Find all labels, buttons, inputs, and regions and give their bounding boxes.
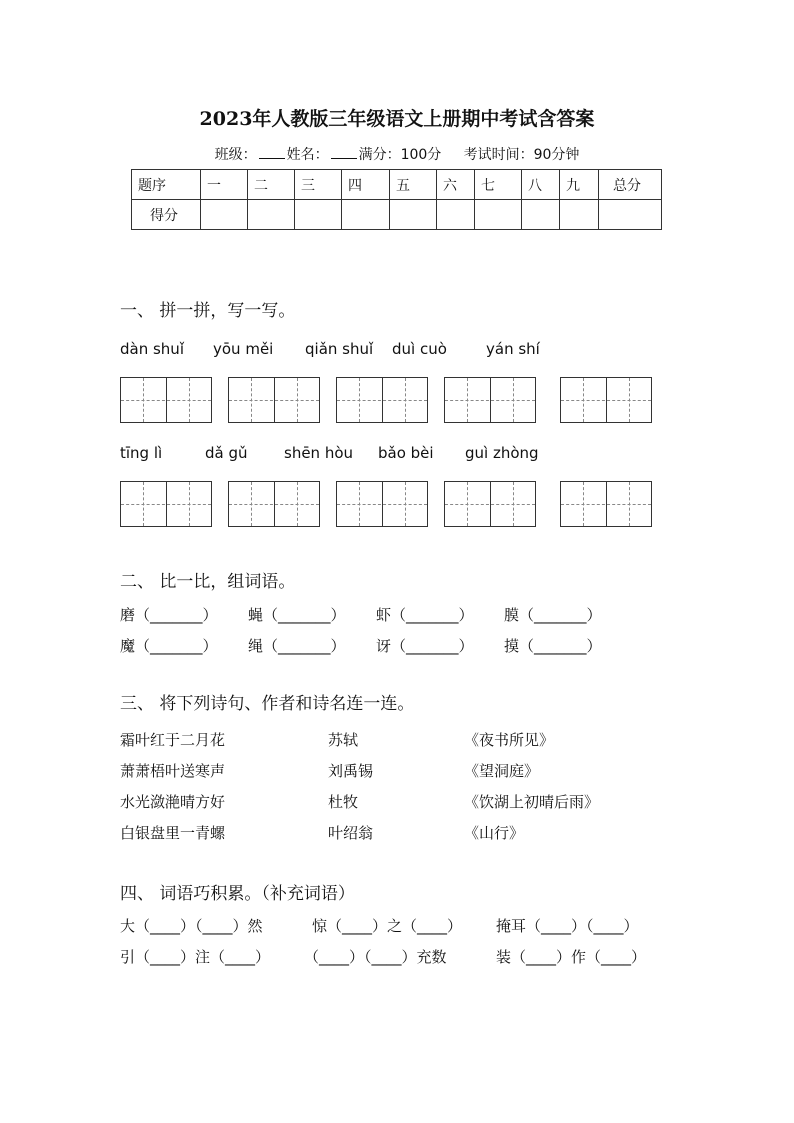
score-header-cell: 三 (295, 170, 342, 200)
page-title: 2023年人教版三年级语文上册期中考试含答案 (199, 108, 595, 130)
score-header-cell: 二 (248, 170, 295, 200)
idiom-fill-item[interactable]: 大（____）（____）然 (120, 917, 263, 935)
score-header-cell: 七 (475, 170, 522, 200)
score-header-cell: 题序 (132, 170, 201, 200)
word-compare-item[interactable]: 摸（_______） (504, 637, 602, 655)
poem-verse[interactable]: 霜叶红于二月花 (120, 731, 226, 749)
idiom-fill-item[interactable]: 引（____）注（____） (120, 948, 271, 966)
score-cell[interactable] (560, 200, 599, 230)
score-header-cell: 总分 (599, 170, 662, 200)
idiom-fill-item[interactable]: （____）（____）充数 (304, 948, 447, 966)
pinyin-item: duì cuò (392, 340, 447, 358)
score-cell[interactable] (201, 200, 248, 230)
writing-grid-box[interactable] (336, 377, 428, 423)
poem-author[interactable]: 刘禹锡 (328, 762, 374, 780)
score-header-cell: 五 (390, 170, 437, 200)
full-score-text: 满分：100分 (358, 147, 442, 163)
score-cell[interactable] (599, 200, 662, 230)
score-header-cell: 四 (342, 170, 390, 200)
score-header-cell: 一 (201, 170, 248, 200)
score-header-cell: 八 (522, 170, 560, 200)
pinyin-item: bǎo bèi (378, 444, 434, 462)
poem-verse[interactable]: 白银盘里一青螺 (120, 824, 226, 842)
poem-title[interactable]: 《夜书所见》 (464, 731, 555, 749)
writing-grid-box[interactable] (336, 481, 428, 527)
poem-title[interactable]: 《饮湖上初晴后雨》 (464, 793, 600, 811)
section-1-heading: 一、 拼一拼，写一写。 (120, 301, 296, 321)
pinyin-item: guì zhòng (465, 444, 539, 462)
score-cell[interactable] (342, 200, 390, 230)
word-compare-item[interactable]: 虾（_______） (376, 606, 474, 624)
word-compare-item[interactable]: 磨（_______） (120, 606, 218, 624)
writing-grid-box[interactable] (228, 377, 320, 423)
writing-grid-box[interactable] (444, 481, 536, 527)
pinyin-item: dǎ gǔ (205, 444, 248, 462)
score-cell[interactable] (522, 200, 560, 230)
writing-grid-box[interactable] (444, 377, 536, 423)
pinyin-item: dàn shuǐ (120, 340, 184, 358)
poem-title[interactable]: 《山行》 (464, 824, 525, 842)
poem-verse[interactable]: 水光潋滟晴方好 (120, 793, 226, 811)
word-compare-item[interactable]: 绳（_______） (248, 637, 346, 655)
pinyin-item: yán shí (486, 340, 540, 358)
score-header-row (132, 170, 662, 200)
writing-grid-box[interactable] (120, 377, 212, 423)
class-label: 班级： (214, 147, 257, 163)
writing-grid-box[interactable] (228, 481, 320, 527)
score-row-label: 得分 (132, 200, 201, 230)
section-2-heading: 二、 比一比，组词语。 (120, 572, 296, 592)
word-compare-item[interactable]: 讶（_______） (376, 637, 474, 655)
word-compare-item[interactable]: 膜（_______） (504, 606, 602, 624)
score-table (131, 169, 662, 230)
name-blank[interactable] (331, 146, 357, 159)
writing-grid-box[interactable] (560, 481, 652, 527)
idiom-fill-item[interactable]: 惊（____）之（____） (312, 917, 463, 935)
pinyin-item: yōu měi (213, 340, 274, 358)
score-cell[interactable] (475, 200, 522, 230)
score-header-cell: 六 (437, 170, 475, 200)
writing-grid-box[interactable] (120, 481, 212, 527)
score-header-cell: 九 (560, 170, 599, 200)
word-compare-item[interactable]: 魔（_______） (120, 637, 218, 655)
class-blank[interactable] (259, 146, 285, 159)
poem-title[interactable]: 《望洞庭》 (464, 762, 540, 780)
poem-verse[interactable]: 萧萧梧叶送寒声 (120, 762, 226, 780)
name-label: 姓名： (286, 147, 329, 163)
poem-author[interactable]: 叶绍翁 (328, 824, 374, 842)
exam-meta (0, 144, 794, 164)
score-cell[interactable] (390, 200, 437, 230)
writing-grid-box[interactable] (560, 377, 652, 423)
poem-author[interactable]: 苏轼 (328, 731, 359, 749)
pinyin-item: tīng lì (120, 444, 163, 462)
score-cell[interactable] (437, 200, 475, 230)
idiom-fill-item[interactable]: 掩耳（____）（____） (496, 917, 639, 935)
pinyin-item: shēn hòu (284, 444, 354, 462)
score-row (132, 200, 662, 230)
exam-time-text: 考试时间：90分钟 (463, 147, 580, 163)
word-compare-item[interactable]: 蝇（_______） (248, 606, 346, 624)
score-cell[interactable] (248, 200, 295, 230)
poem-author[interactable]: 杜牧 (328, 793, 359, 811)
section-4-heading: 四、 词语巧积累。（补充词语） (120, 884, 355, 904)
section-3-heading: 三、 将下列诗句、作者和诗名连一连。 (120, 694, 415, 714)
score-cell[interactable] (295, 200, 342, 230)
idiom-fill-item[interactable]: 装（____）作（____） (496, 948, 647, 966)
pinyin-item: qiǎn shuǐ (305, 340, 374, 358)
